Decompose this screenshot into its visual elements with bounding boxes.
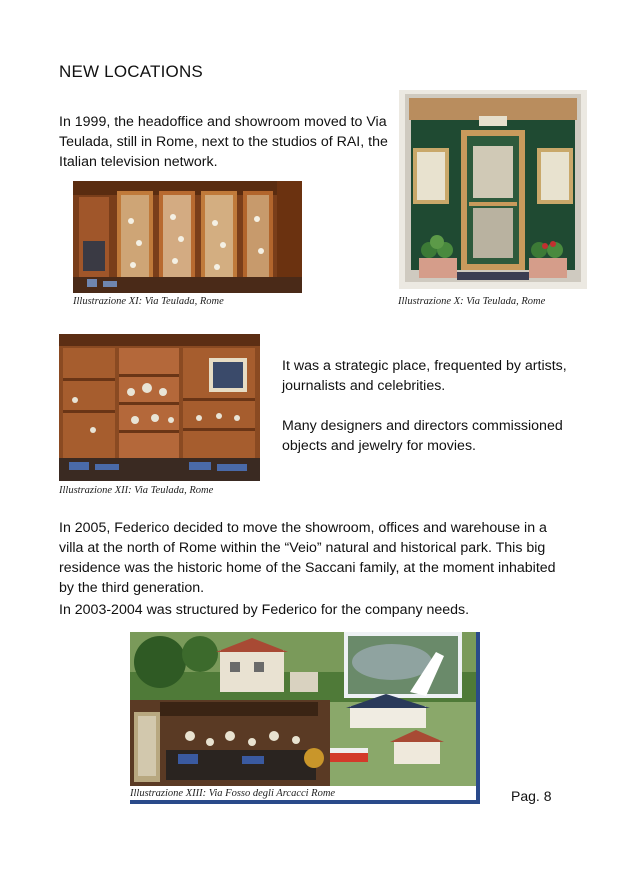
photo-shop-entrance (399, 90, 587, 289)
photo-showroom-cabinets (73, 181, 302, 293)
caption-illustration-xiii: Illustrazione XIII: Via Fosso degli Arcacci Rome (130, 788, 336, 799)
paragraph-villa-veio: In 2005, Federico decided to move the showroom, offices and warehouse in a villa at the north of Rome within the “Veio” natural and historical park. This big residence was the historic home of the Saccani family, at the moment inhabited by the third generation. (59, 520, 556, 596)
paragraph-structured-2003: In 2003-2004 was structured by Federico for the company needs. (59, 602, 470, 618)
paragraph-strategic-place: It was a strategic place, frequented by artists, journalists and celebrities. (282, 358, 567, 394)
photo-showroom-shelves (59, 334, 260, 481)
caption-illustration-xii: Illustrazione XII: Via Teulada, Rome (59, 485, 214, 496)
paragraph-via-teulada: In 1999, the headoffice and showroom moved to Via Teulada, still in Rome, next to the studios of RAI, the Italian television network. (59, 114, 388, 170)
paragraph-designers-directors: Many designers and directors commissioned objects and jewelry for movies. (282, 418, 563, 454)
photo-villa-collage (130, 632, 476, 786)
page-title: NEW LOCATIONS (59, 62, 203, 81)
page-number: Pag. 8 (511, 788, 552, 804)
caption-illustration-x: Illustrazione X: Via Teulada, Rome (398, 296, 546, 307)
caption-illustration-xi: Illustrazione XI: Via Teulada, Rome (73, 296, 224, 307)
